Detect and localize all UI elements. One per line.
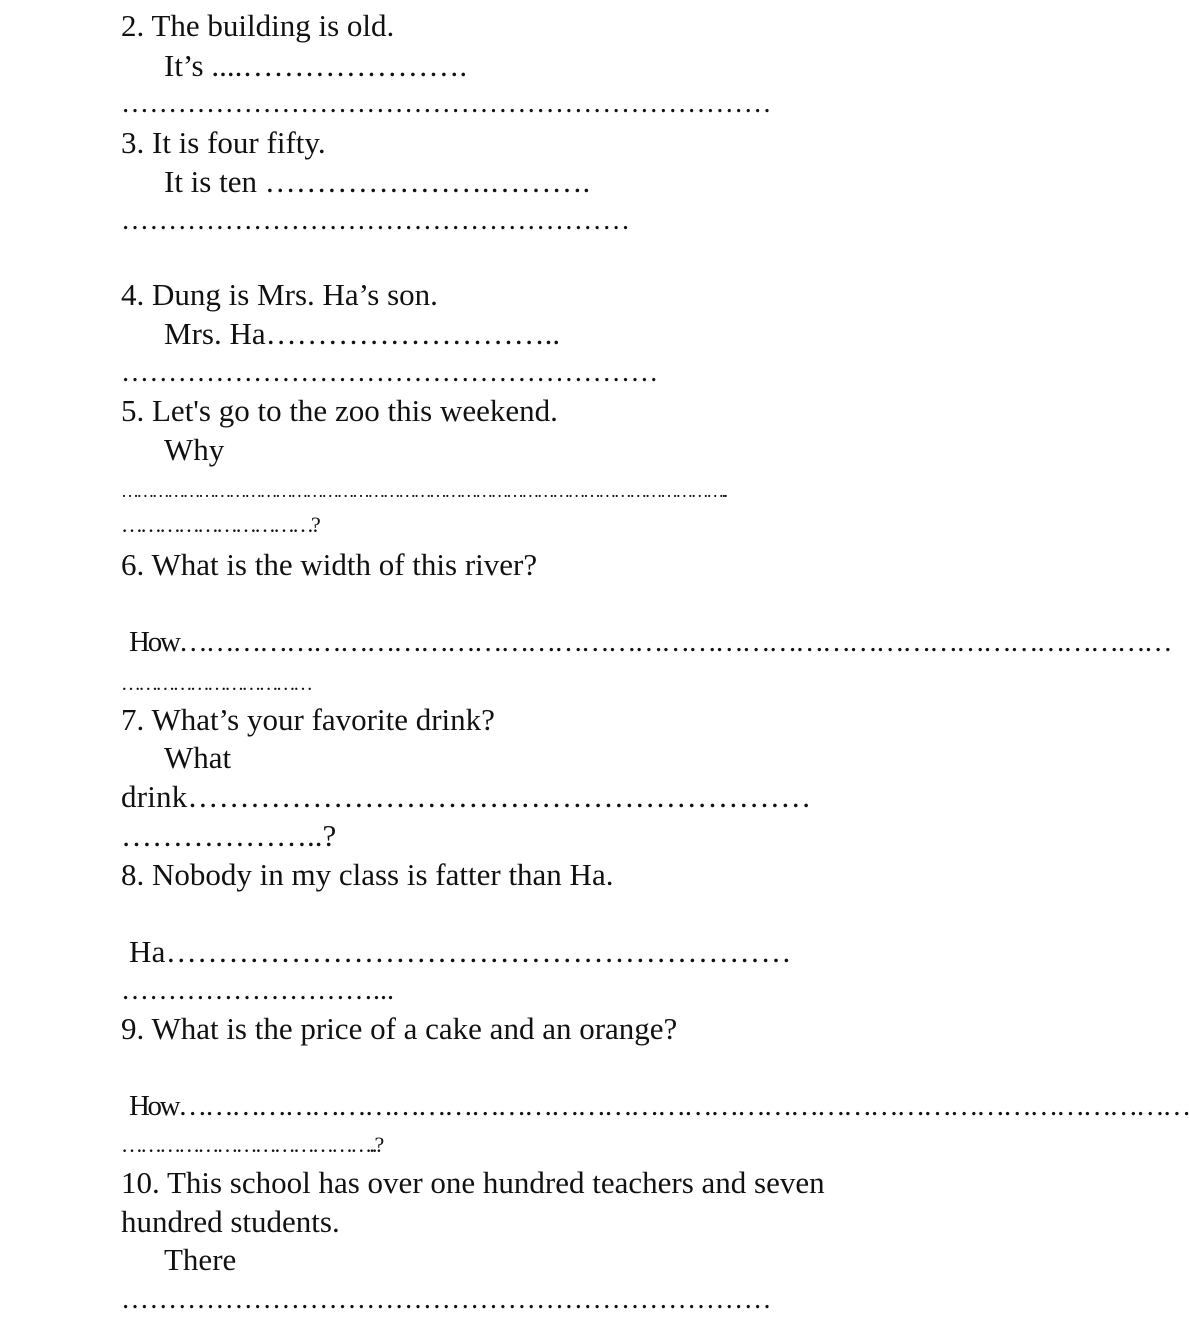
exercise-10-sentence: 10. This school has over one hundred teachers and seven [121, 1165, 825, 1200]
exercise-9-sentence: 9. What is the price of a cake and an orange? [121, 1011, 678, 1046]
exercise-7-answer-line-3: ………………..? [121, 818, 337, 853]
exercise-9-answer-line-2: …………………………………..? [121, 1132, 382, 1157]
exercise-3-answer-line-1: It is ten ………………….………. [164, 164, 591, 199]
exercise-7-answer-line-1: What [164, 740, 232, 775]
exercise-10-answer-line-2: …………………………………………………………… [121, 1284, 772, 1315]
exercise-5-answer-line-3: …………………………? [121, 512, 318, 537]
exercise-2-sentence: 2. The building is old. [121, 8, 395, 43]
exercise-3-answer-line-2: ……………………………………………… [121, 205, 631, 236]
exercise-9-answer-line-1: How…………………………………………………………………………………………………… [129, 1090, 1189, 1122]
exercise-6-answer-line-1: How………………………………………………………………………………………………… [129, 626, 1171, 658]
exercise-3-sentence: 3. It is four fifty. [121, 125, 326, 160]
exercise-2-answer-line-2: …………………………………………………………… [121, 88, 772, 119]
exercise-4-answer-line-1: Mrs. Ha……………………….. [164, 316, 561, 351]
exercise-5-answer-line-2: ……………………………………………………………………………………………………….. [121, 481, 726, 501]
exercise-6-sentence: 6. What is the width of this river? [121, 547, 538, 582]
exercise-10-answer-line-1: There [164, 1242, 237, 1277]
exercise-7-answer-line-2: drink…………………………………………………… [121, 779, 812, 814]
exercise-4-sentence: 4. Dung is Mrs. Ha’s son. [121, 277, 438, 312]
exercise-8-sentence: 8. Nobody in my class is fatter than Ha. [121, 857, 614, 892]
exercise-5-sentence: 5. Let's go to the zoo this weekend. [121, 393, 558, 428]
exercise-4-answer-line-2: ………………………………………………… [121, 357, 659, 388]
exercise-8-answer-line-2: ………………………... [121, 975, 394, 1006]
exercise-5-answer-line-1: Why [164, 432, 225, 467]
exercise-2-answer-line-1: It’s ....…………………. [164, 48, 468, 83]
exercise-10-sentence-continued: hundred students. [121, 1204, 340, 1239]
exercise-8-answer-line-1: Ha…………………………………………………… [129, 934, 792, 969]
exercise-6-answer-line-2: …………………………… [121, 673, 311, 695]
exercise-7-sentence: 7. What’s your favorite drink? [121, 702, 495, 737]
